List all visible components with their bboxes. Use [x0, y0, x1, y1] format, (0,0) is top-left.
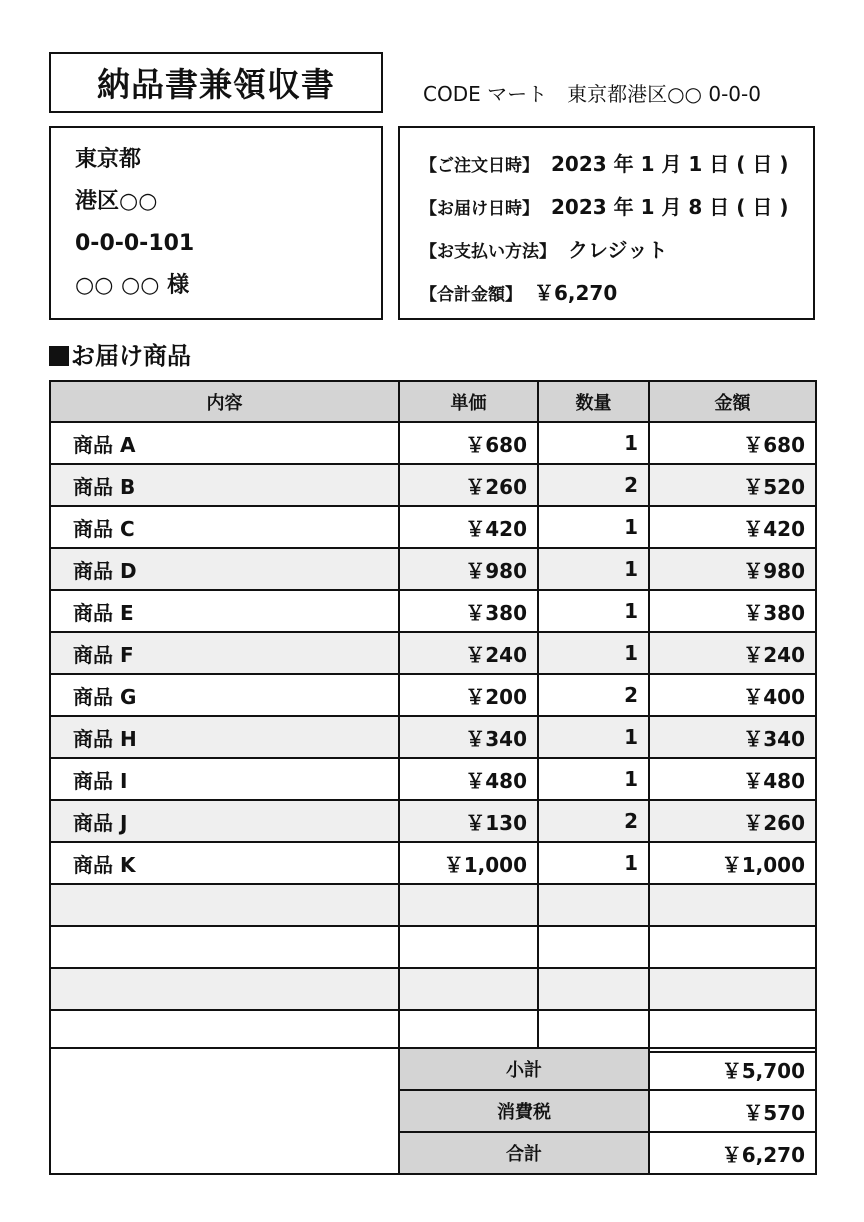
item-name: 商品 C	[50, 506, 399, 548]
delivery-date-row	[420, 193, 813, 236]
item-quantity: 1	[538, 842, 649, 884]
tax-value: ￥570	[649, 1090, 816, 1132]
tax-label: 消費税	[399, 1090, 649, 1132]
item-quantity	[538, 968, 649, 1010]
delivery-date-label: 【お届け日時】	[420, 199, 539, 219]
empty-table-row	[50, 968, 816, 1010]
total-amount-label: 【合計金額】	[420, 285, 522, 305]
item-amount	[649, 968, 816, 1010]
table-row	[50, 716, 816, 758]
table-row	[50, 548, 816, 590]
order-info	[398, 126, 815, 320]
section-title: お届け商品	[71, 342, 191, 370]
item-amount: ￥680	[649, 422, 816, 464]
item-quantity: 1	[538, 632, 649, 674]
section-heading	[49, 336, 191, 371]
item-quantity: 1	[538, 758, 649, 800]
item-name	[50, 926, 399, 968]
item-amount: ￥340	[649, 716, 816, 758]
item-quantity	[538, 926, 649, 968]
delivery-date-value: 2023 年 1 月 8 日 ( 日 )	[551, 195, 789, 219]
item-unit-price: ￥680	[399, 422, 538, 464]
item-quantity: 2	[538, 464, 649, 506]
item-amount: ￥240	[649, 632, 816, 674]
item-unit-price	[399, 1010, 538, 1052]
item-unit-price	[399, 884, 538, 926]
order-date-row	[420, 150, 813, 193]
item-name: 商品 G	[50, 674, 399, 716]
totals-blank-area	[50, 1048, 399, 1174]
subtotal-row	[50, 1048, 816, 1090]
item-unit-price: ￥130	[399, 800, 538, 842]
total-amount-value: ￥6,270	[534, 281, 618, 305]
header-unit-price: 単価	[399, 381, 538, 422]
order-date-value: 2023 年 1 月 1 日 ( 日 )	[551, 152, 789, 176]
item-name: 商品 H	[50, 716, 399, 758]
subtotal-value: ￥5,700	[649, 1048, 816, 1090]
item-amount: ￥480	[649, 758, 816, 800]
payment-label: 【お支払い方法】	[420, 242, 556, 262]
item-name: 商品 F	[50, 632, 399, 674]
table-header-row	[50, 381, 816, 422]
item-name: 商品 B	[50, 464, 399, 506]
header-amount: 金額	[649, 381, 816, 422]
square-bullet-icon	[49, 346, 69, 366]
table-row	[50, 674, 816, 716]
empty-table-row	[50, 1010, 816, 1052]
item-name: 商品 D	[50, 548, 399, 590]
item-quantity	[538, 884, 649, 926]
item-name	[50, 1010, 399, 1052]
total-row	[420, 279, 813, 322]
item-name: 商品 K	[50, 842, 399, 884]
item-unit-price: ￥200	[399, 674, 538, 716]
item-quantity: 1	[538, 422, 649, 464]
item-amount	[649, 1010, 816, 1052]
item-quantity: 2	[538, 800, 649, 842]
item-amount: ￥420	[649, 506, 816, 548]
table-row	[50, 464, 816, 506]
document-title: 納品書兼領収書	[97, 65, 335, 104]
table-row	[50, 758, 816, 800]
table-body	[50, 422, 816, 1052]
table-row	[50, 800, 816, 842]
item-name: 商品 J	[50, 800, 399, 842]
recipient-name: ○○ ○○ 様	[75, 273, 190, 298]
item-quantity: 1	[538, 590, 649, 632]
item-unit-price: ￥380	[399, 590, 538, 632]
grand-total-label: 合計	[399, 1132, 649, 1174]
grand-total-value: ￥6,270	[649, 1132, 816, 1174]
payment-row	[420, 236, 813, 279]
item-unit-price: ￥340	[399, 716, 538, 758]
empty-table-row	[50, 926, 816, 968]
item-amount: ￥260	[649, 800, 816, 842]
item-unit-price	[399, 968, 538, 1010]
address-line-2: 港区○○	[75, 189, 158, 214]
item-unit-price: ￥420	[399, 506, 538, 548]
item-amount	[649, 926, 816, 968]
item-unit-price: ￥260	[399, 464, 538, 506]
item-unit-price: ￥1,000	[399, 842, 538, 884]
item-quantity: 1	[538, 506, 649, 548]
table-row	[50, 422, 816, 464]
totals-table	[49, 1047, 817, 1175]
title-box	[49, 52, 383, 113]
item-amount: ￥980	[649, 548, 816, 590]
payment-value: クレジット	[568, 238, 668, 262]
item-quantity: 1	[538, 548, 649, 590]
item-amount: ￥520	[649, 464, 816, 506]
item-name	[50, 884, 399, 926]
item-amount: ￥1,000	[649, 842, 816, 884]
item-amount: ￥380	[649, 590, 816, 632]
empty-table-row	[50, 884, 816, 926]
item-amount: ￥400	[649, 674, 816, 716]
order-date-label: 【ご注文日時】	[420, 156, 539, 176]
item-unit-price	[399, 926, 538, 968]
header-content: 内容	[50, 381, 399, 422]
item-quantity	[538, 1010, 649, 1052]
item-quantity: 1	[538, 716, 649, 758]
address-line-1: 東京都	[75, 147, 142, 172]
header-quantity: 数量	[538, 381, 649, 422]
item-name: 商品 I	[50, 758, 399, 800]
item-quantity: 2	[538, 674, 649, 716]
table-row	[50, 842, 816, 884]
address-line-3: 0-0-0-101	[75, 231, 195, 256]
recipient-address	[49, 126, 383, 320]
table-row	[50, 506, 816, 548]
item-unit-price: ￥480	[399, 758, 538, 800]
subtotal-label: 小計	[399, 1048, 649, 1090]
item-unit-price: ￥980	[399, 548, 538, 590]
shop-info: CODE マート 東京都港区○○ 0-0-0	[423, 82, 761, 106]
items-table	[49, 380, 817, 1053]
table-row	[50, 590, 816, 632]
item-amount	[649, 884, 816, 926]
item-unit-price: ￥240	[399, 632, 538, 674]
item-name: 商品 A	[50, 422, 399, 464]
table-row	[50, 632, 816, 674]
item-name	[50, 968, 399, 1010]
item-name: 商品 E	[50, 590, 399, 632]
